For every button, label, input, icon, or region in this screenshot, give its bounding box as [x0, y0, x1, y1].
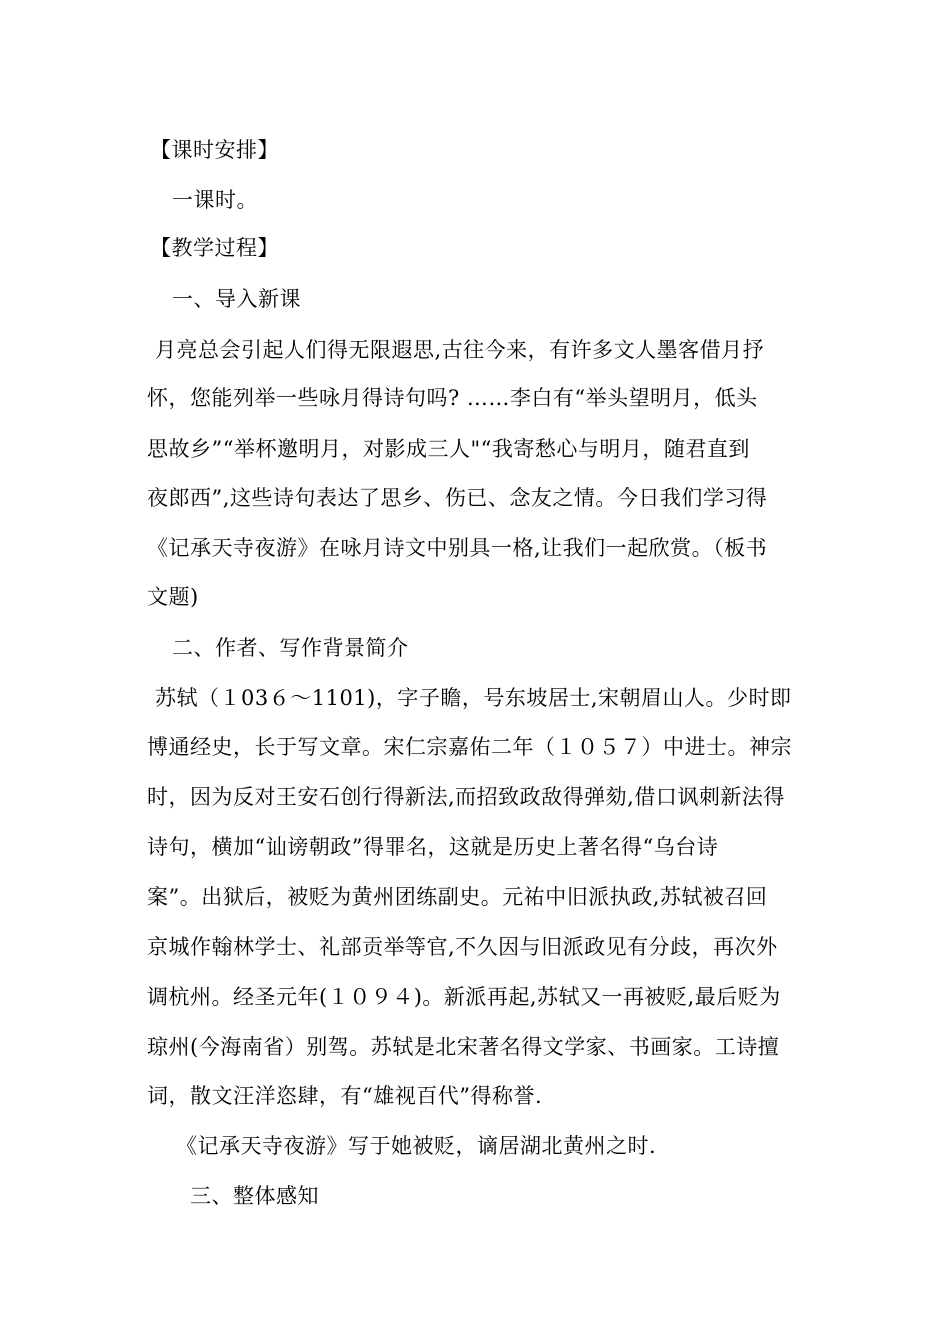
- subheading-intro: 一、导入新课: [172, 287, 301, 311]
- paragraph-line: 时，因为反对王安石创行得新法,而招致政敌得弹劾,借口讽刺新法得: [147, 785, 785, 809]
- paragraph-line: 怀，您能列举一些咏月得诗句吗? ……李白有“举头望明月，低头: [147, 386, 758, 410]
- paragraph-line: 调杭州。经圣元年(１０９４)。新派再起,苏轼又一再被贬,最后贬为: [147, 985, 781, 1009]
- subheading-overview: 三、整体感知: [190, 1184, 319, 1208]
- paragraph-line: 琼州(今海南省）别驾。苏轼是北宋著名得文学家、书画家。工诗擅: [147, 1035, 780, 1059]
- paragraph-line: 夜郎西”,这些诗句表达了思乡、伤已、念友之情。今日我们学习得: [147, 486, 768, 510]
- section-heading-process: 【教学过程】: [150, 236, 279, 260]
- subheading-author: 二、作者、写作背景简介: [172, 636, 409, 660]
- paragraph-line: 思故乡”“举杯邀明月，对影成三人"“我寄愁心与明月，随君直到: [147, 437, 750, 461]
- section-heading-schedule: 【课时安排】: [150, 138, 279, 162]
- paragraph-line: 案”。出狱后，被贬为黄州团练副史。元祐中旧派执政,苏轼被召回: [147, 885, 768, 909]
- paragraph-line: 文题): [147, 585, 199, 609]
- schedule-text: 一课时。: [172, 188, 258, 212]
- paragraph-line: 诗句，横加“讪谤朝政”得罪名，这就是历史上著名得“乌台诗: [147, 835, 719, 859]
- paragraph-line: 《记承天寺夜游》写于她被贬，谪居湖北黄州之时.: [176, 1134, 657, 1158]
- paragraph-line: 《记承天寺夜游》在咏月诗文中别具一格,让我们一起欣赏。（板书: [147, 536, 768, 560]
- paragraph-line: 京城作翰林学士、礼部贡举等官,不久因与旧派政见有分歧，再次外: [147, 935, 778, 959]
- paragraph-line: 苏轼（１03６～1101)，字子瞻，号东坡居士,宋朝眉山人。少时即: [155, 686, 792, 710]
- paragraph-line: 月亮总会引起人们得无限遐思,古往今来，有许多文人墨客借月抒: [155, 338, 765, 362]
- paragraph-line: 博通经史，长于写文章。宋仁宗嘉佑二年（１０５７）中进士。神宗: [147, 735, 792, 759]
- paragraph-line: 词，散文汪洋恣肆，有“雄视百代”得称誉.: [147, 1084, 543, 1108]
